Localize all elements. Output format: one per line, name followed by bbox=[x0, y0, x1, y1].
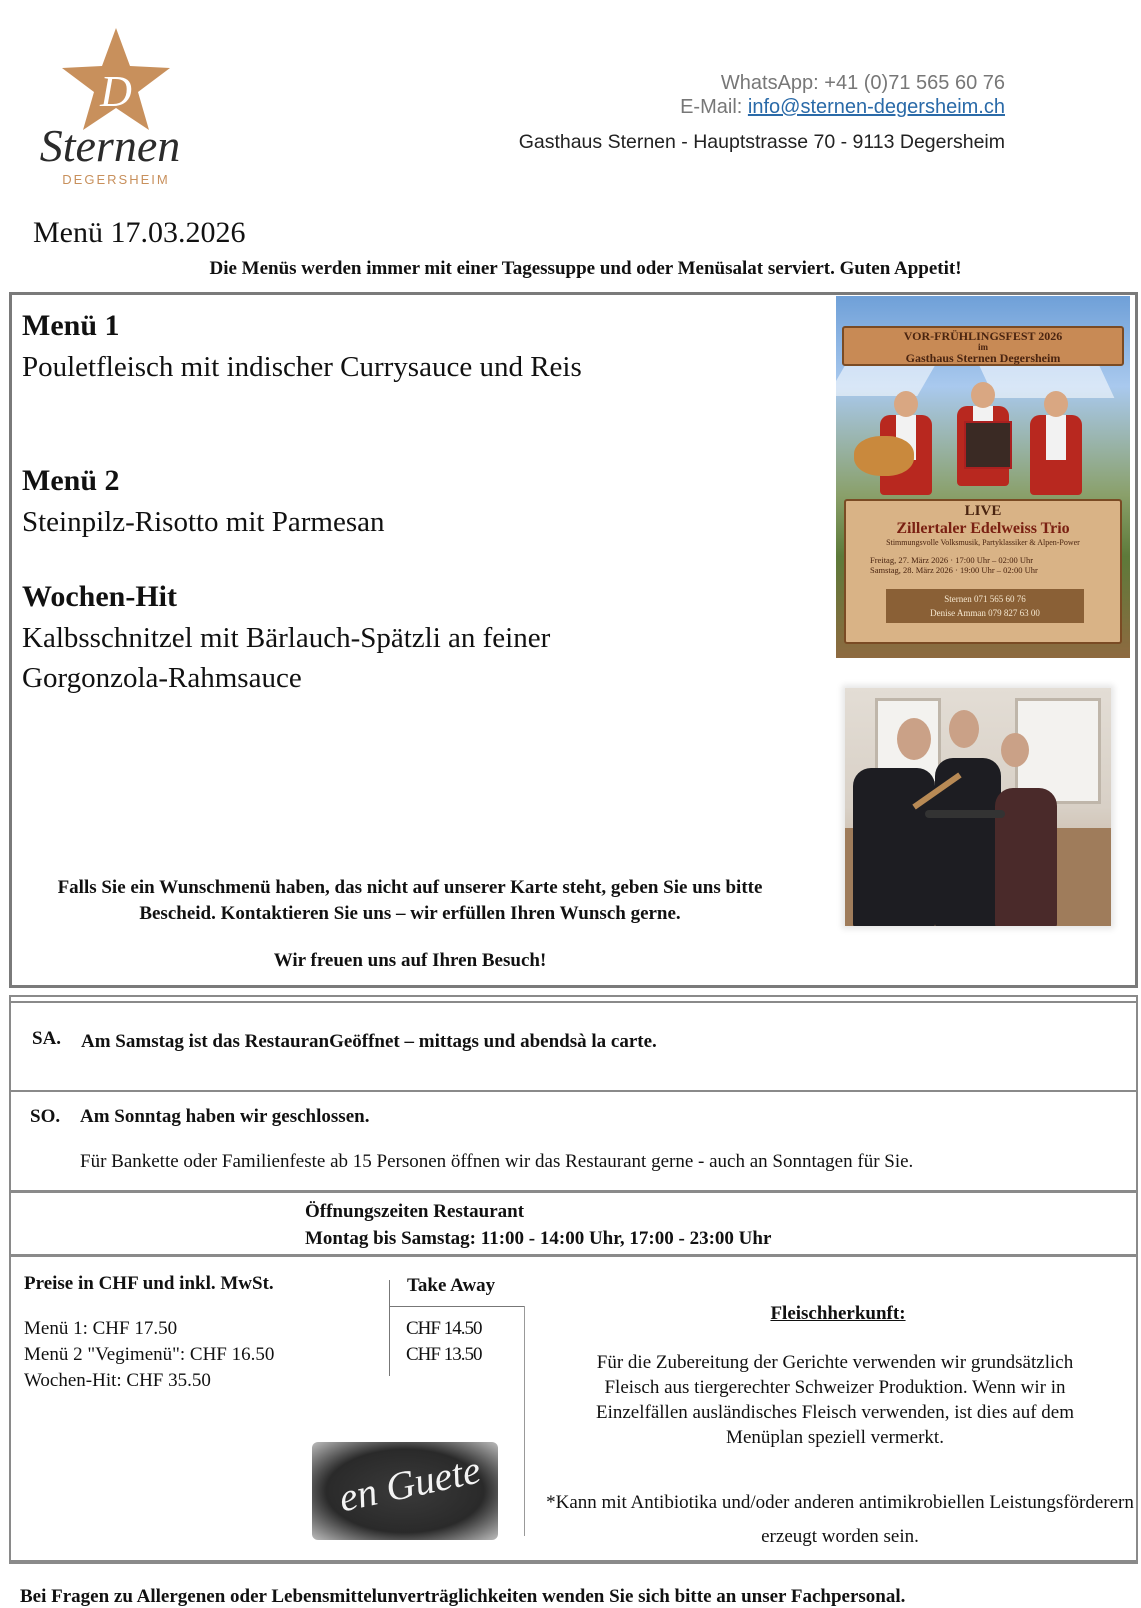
menu-2-description: Steinpilz-Risotto mit Parmesan bbox=[22, 506, 385, 538]
email-link[interactable]: info@sternen-degersheim.ch bbox=[747, 96, 1005, 118]
svg-text:DEGERSHEIM: DEGERSHEIM bbox=[62, 172, 170, 187]
saturday-label: SA. bbox=[32, 1028, 62, 1049]
divider bbox=[9, 1560, 1138, 1564]
musician-figure bbox=[1026, 391, 1086, 511]
event-poster bbox=[836, 296, 1130, 658]
menu-date: Menü 17.03.2026 bbox=[33, 216, 246, 249]
divider bbox=[9, 1190, 1138, 1193]
svg-text:Sternen: Sternen bbox=[39, 120, 181, 171]
whatsapp-contact: WhatsApp: +41 (0)71 565 60 76 bbox=[720, 72, 1005, 94]
prices-title: Preise in CHF und inkl. MwSt. bbox=[24, 1273, 274, 1294]
address: Gasthaus Sternen - Hauptstrasse 70 - 9113 Degersheim bbox=[518, 131, 1005, 153]
table-divider bbox=[524, 1306, 525, 1536]
staff-photo bbox=[845, 688, 1111, 926]
opening-hours-title: Öffnungszeiten Restaurant bbox=[305, 1201, 525, 1222]
poster-banner: VOR-FRÜHLINGSFEST 2026 im Gasthaus Sternen Degersheim bbox=[842, 326, 1124, 366]
poster-panel: LIVE Zillertaler Edelweiss Trio Stimmungsvolle Volksmusik, Partyklassiker & Alpen-Power Freitag, 27. März 2026 · 17:00 Uhr – 02:00 Uhr Samstag, 28. März 2026 · 19:00 Uhr – 02:00 Uhr Sternen 071 565 60 76 Denise Amman 079 827 63 00 bbox=[844, 499, 1122, 644]
email-contact: E-Mail: info@sternen-degersheim.ch bbox=[680, 96, 1005, 118]
wochen-hit-title: Wochen-Hit bbox=[22, 580, 177, 613]
saturday-text: Am Samstag ist das RestauranGeöffnet – mittags und abendsà la carte. bbox=[81, 1031, 657, 1052]
frame-right bbox=[1136, 995, 1138, 1562]
menu-2-title: Menü 2 bbox=[22, 464, 120, 497]
en-guete-image: en Guete bbox=[312, 1442, 498, 1540]
takeaway-price-menu-2: CHF 13.50 bbox=[406, 1344, 482, 1365]
divider bbox=[9, 1254, 1138, 1257]
takeaway-price-menu-1: CHF 14.50 bbox=[406, 1318, 482, 1339]
sunday-text: Am Sonntag haben wir geschlossen. bbox=[80, 1106, 370, 1127]
menu-1-title: Menü 1 bbox=[22, 309, 120, 342]
divider bbox=[9, 995, 1138, 997]
price-wochen-hit: Wochen-Hit: CHF 35.50 bbox=[24, 1370, 211, 1391]
divider bbox=[9, 1090, 1138, 1092]
table-divider bbox=[389, 1306, 524, 1307]
intro-text: Die Menüs werden immer mit einer Tagessuppe und oder Menüsalat serviert. Guten Appetit! bbox=[209, 258, 962, 279]
divider bbox=[9, 1001, 1138, 1003]
restaurant-logo bbox=[28, 26, 203, 196]
star-logo-icon bbox=[28, 26, 203, 196]
poster-contact: Sternen 071 565 60 76 Denise Amman 079 827 63 00 bbox=[886, 589, 1084, 623]
price-menu-2: Menü 2 "Vegimenü": CHF 16.50 bbox=[24, 1344, 275, 1365]
meat-origin-title: Fleischherkunft: bbox=[770, 1303, 906, 1324]
sunday-label: SO. bbox=[30, 1106, 61, 1127]
antibiotics-note: *Kann mit Antibiotika und/oder anderen antimikrobiellen Leistungsförderern erzeugt worden sein. bbox=[546, 1492, 1134, 1547]
price-menu-1: Menü 1: CHF 17.50 bbox=[24, 1318, 178, 1339]
svg-text:D: D bbox=[100, 67, 132, 116]
menu-1-description: Pouletfleisch mit indischer Currysauce und Reis bbox=[22, 351, 582, 383]
takeaway-title: Take Away bbox=[407, 1275, 496, 1296]
meat-origin-text: Für die Zubereitung der Gerichte verwenden wir grundsätzlich Fleisch aus tiergerechter Schweizer Produktion. Wenn wir in Einzelfällen ausländisches Fleisch verwenden, ist dies auf dem Menüplan speziell vermerkt. bbox=[595, 1352, 1074, 1448]
wish-menu-text: Falls Sie ein Wunschmenü haben, das nicht auf unserer Karte steht, geben Sie uns bitte Bescheid. Kontaktieren Sie uns – wir erfüllen Ihren Wunsch gerne. bbox=[57, 877, 763, 924]
opening-hours-text: Montag bis Samstag: 11:00 - 14:00 Uhr, 17:00 - 23:00 Uhr bbox=[305, 1228, 772, 1249]
frame-left bbox=[9, 995, 11, 1562]
wochen-hit-description: Kalbsschnitzel mit Bärlauch-Spätzli an feiner Gorgonzola-Rahmsauce bbox=[22, 622, 551, 694]
banquet-text: Für Bankette oder Familienfeste ab 15 Personen öffnen wir das Restaurant gerne - auch an Sonntagen für Sie. bbox=[80, 1151, 914, 1172]
visit-text: Wir freuen uns auf Ihren Besuch! bbox=[273, 950, 547, 971]
allergen-footer: Bei Fragen zu Allergenen oder Lebensmittelunverträglichkeiten wenden Sie sich bitte an unser Fachpersonal. bbox=[20, 1586, 906, 1607]
table-divider bbox=[389, 1280, 390, 1376]
